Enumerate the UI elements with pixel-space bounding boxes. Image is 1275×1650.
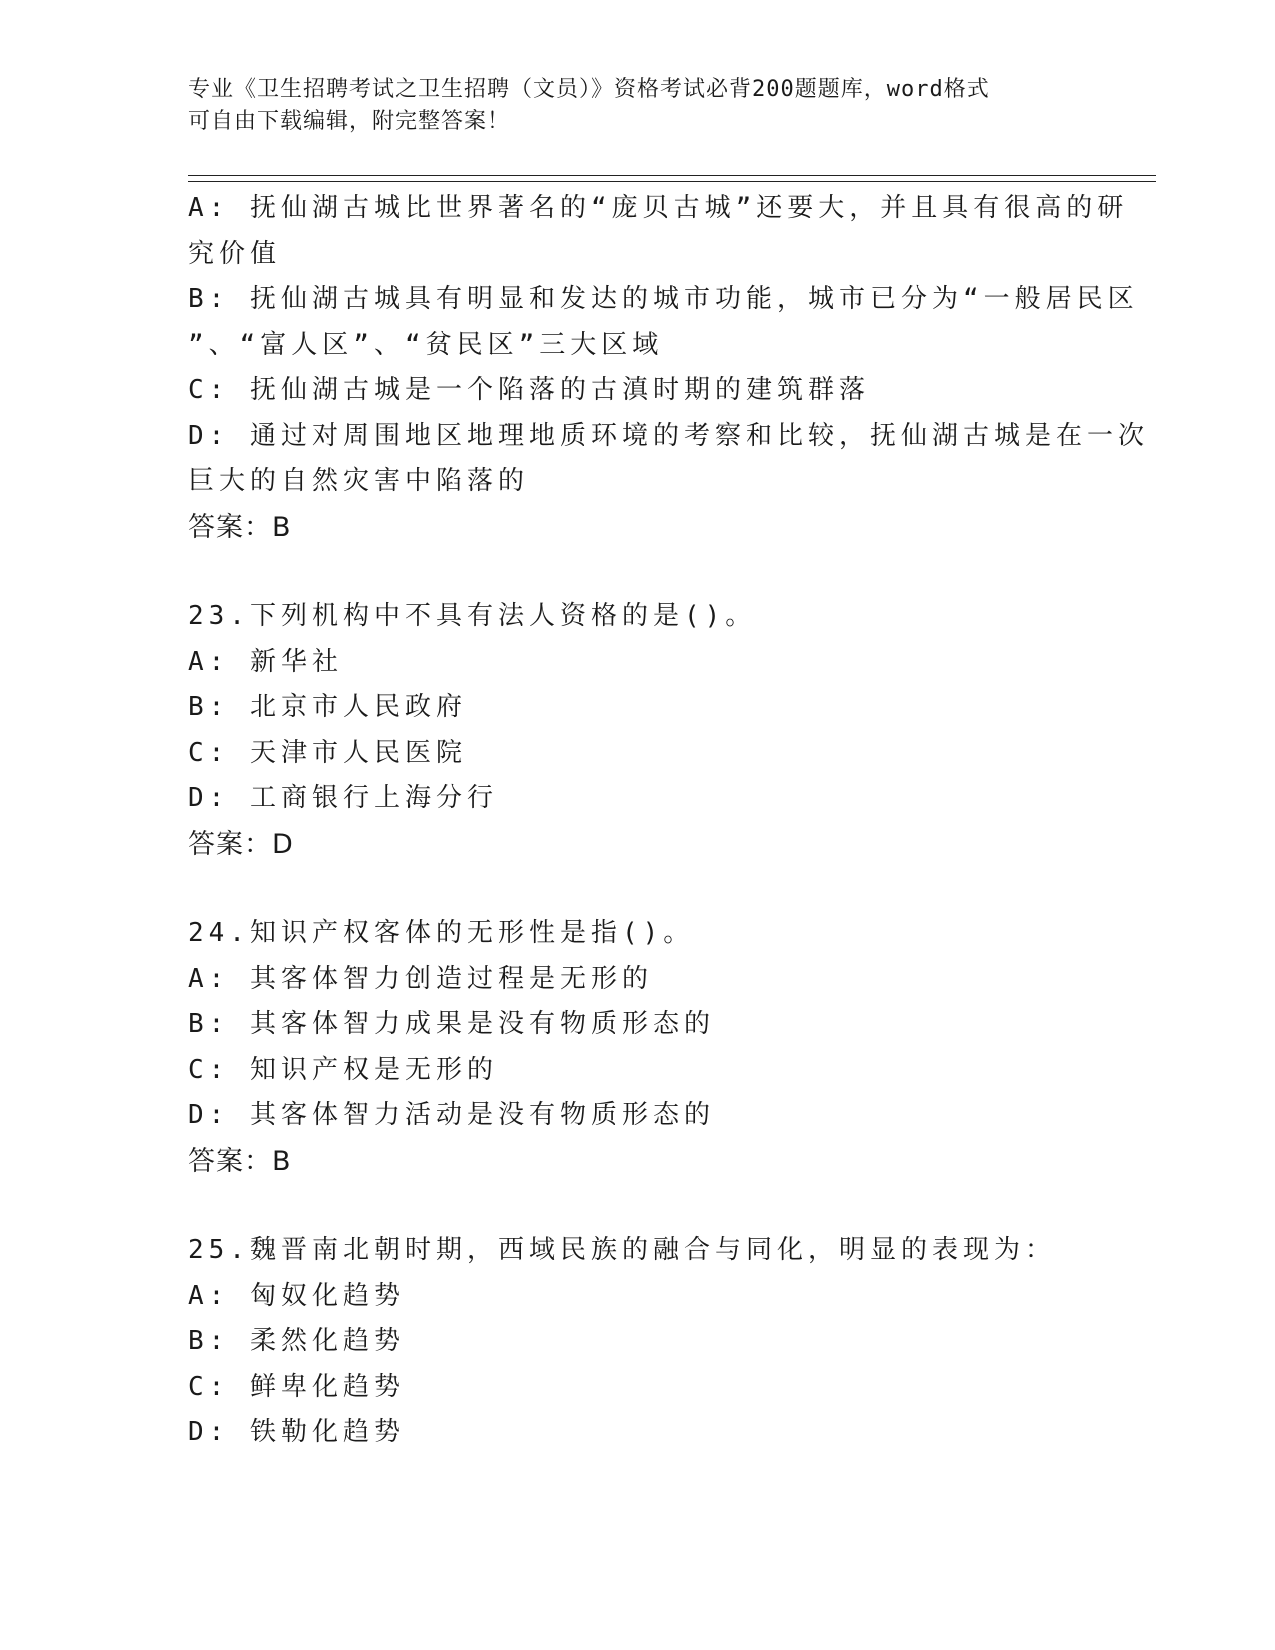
option-b-line-1: B: 抚仙湖古城具有明显和发达的城市功能，城市已分为“一般居民区	[188, 284, 1139, 314]
option-c: C: 知识产权是无形的	[188, 1054, 498, 1085]
option-c: C: 鲜卑化趋势	[188, 1371, 405, 1402]
option-a: A: 其客体智力创造过程是无形的	[188, 963, 653, 994]
spacer	[188, 1184, 1088, 1228]
question-23-block	[188, 594, 1088, 867]
document-header	[188, 74, 1068, 138]
option-a: A: 新华社	[188, 646, 343, 677]
question-22-block	[188, 186, 1149, 550]
spacer	[188, 867, 1088, 911]
option-d-line-2: 巨大的自然灾害中陷落的	[188, 466, 530, 496]
option-b: B: 柔然化趋势	[188, 1326, 405, 1356]
question-text: 25.魏晋南北朝时期，西域民族的融合与同化，明显的表现为：	[188, 1235, 1056, 1265]
header-divider-top	[188, 175, 1156, 176]
question-content	[188, 186, 1149, 1456]
header-line-1: 专业《卫生招聘考试之卫生招聘（文员）》资格考试必背200题题库，word格式	[188, 77, 990, 102]
question-25-block	[188, 1228, 1088, 1456]
option-a: A: 匈奴化趋势	[188, 1280, 405, 1311]
option-d: D: 工商银行上海分行	[188, 783, 498, 813]
question-24-block	[188, 911, 1088, 1184]
header-line-2: 可自由下载编辑，附完整答案！	[188, 109, 511, 134]
option-d: D: 其客体智力活动是没有物质形态的	[188, 1100, 715, 1130]
question-text: 23.下列机构中不具有法人资格的是()。	[188, 601, 757, 631]
option-b-line-2: ”、“富人区”、“贫民区”三大区域	[188, 329, 664, 360]
answer-label: 答案：B	[188, 511, 292, 543]
option-a-line-1: A: 抚仙湖古城比世界著名的“庞贝古城”还要大，并且具有很高的研	[188, 193, 1129, 223]
header-divider-bottom	[188, 181, 1156, 182]
spacer	[188, 550, 1088, 594]
option-c: C: 抚仙湖古城是一个陷落的古滇时期的建筑群落	[188, 375, 870, 405]
option-b: B: 北京市人民政府	[188, 692, 467, 722]
option-a-line-2: 究价值	[188, 238, 282, 269]
answer-label: 答案：B	[188, 1145, 292, 1177]
answer-label: 答案：D	[188, 828, 294, 860]
option-d: D: 铁勒化趋势	[188, 1417, 405, 1447]
option-d-line-1: D: 通过对周围地区地理地质环境的考察和比较，抚仙湖古城是在一次	[188, 420, 1149, 451]
option-b: B: 其客体智力成果是没有物质形态的	[188, 1009, 715, 1039]
option-c: C: 天津市人民医院	[188, 737, 467, 768]
question-text: 24.知识产权客体的无形性是指()。	[188, 918, 695, 948]
